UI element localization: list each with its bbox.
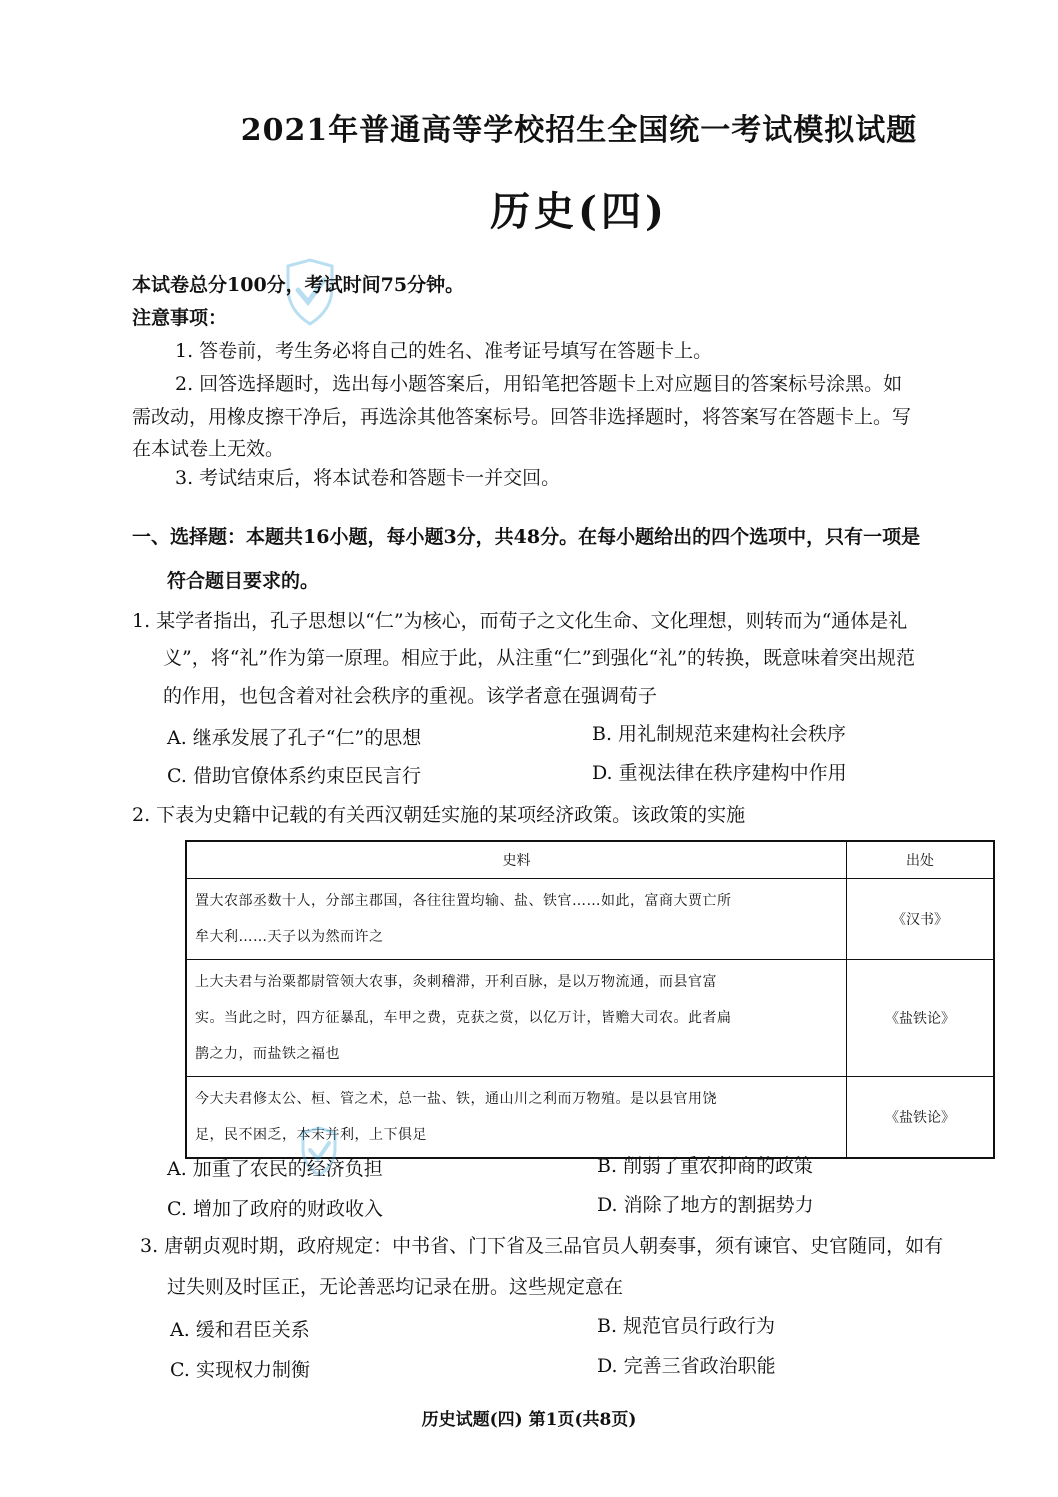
note-1: 1. 答卷前，考生务必将自己的姓名、准考证号填写在答题卡上。 [175, 340, 713, 362]
note-3: 3. 考试结束后，将本试卷和答题卡一并交回。 [175, 467, 561, 489]
q1-stem-line-1: 1. 某学者指出，孔子思想以“仁”为核心，而荀子之文化生命、文化理想，则转而为“通体是礼 [132, 610, 908, 632]
q2-source-table [185, 840, 995, 1159]
table-header-row [186, 841, 994, 879]
q1-option-b: B. 用礼制规范来建构社会秩序 [592, 723, 847, 745]
page-footer: 历史试题(四) 第1页(共8页) [421, 1410, 637, 1430]
q2-option-c: C. 增加了政府的财政收入 [167, 1198, 383, 1220]
q1-stem-line-2: 义”，将“礼”作为第一原理。相应于此，从注重“仁”到强化“礼”的转换，既意味着突出规范 [163, 647, 915, 669]
q1-option-d: D. 重视法律在秩序建构中作用 [592, 762, 847, 784]
cell-line: 足，民不困乏，本末并利，上下俱足 [195, 1127, 427, 1143]
q3-option-a: A. 缓和君臣关系 [170, 1319, 310, 1341]
table-cell-text [186, 1077, 847, 1159]
table-cell-source: 《盐铁论》 [847, 1077, 995, 1159]
section-heading-line-1: 一、选择题：本题共16小题，每小题3分，共48分。在每小题给出的四个选项中，只有一项是 [132, 526, 921, 548]
cell-line: 今大夫君修太公、桓、管之术，总一盐、铁，通山川之利而万物殖。是以县官用饶 [195, 1091, 717, 1107]
section-heading-line-2: 符合题目要求的。 [167, 570, 320, 592]
cell-line: 实。当此之时，四方征暴乱，车甲之费，克获之赏，以亿万计，皆赡大司农。此者扁 [195, 1010, 732, 1026]
exam-subtitle: 历史(四) [490, 188, 668, 235]
table-cell-source: 《汉书》 [847, 879, 995, 960]
q1-option-a: A. 继承发展了孔子“仁”的思想 [167, 727, 422, 749]
table-header-source: 出处 [847, 841, 995, 879]
score-line: 本试卷总分100分，考试时间75分钟。 [132, 274, 465, 296]
table-cell-text [186, 960, 847, 1077]
q2-option-a: A. 加重了农民的经济负担 [167, 1158, 383, 1180]
note-2-line-1: 2. 回答选择题时，选出每小题答案后，用铅笔把答题卡上对应题目的答案标号涂黑。如 [175, 373, 903, 395]
q3-stem-line-2: 过失则及时匡正，无论善恶均记录在册。这些规定意在 [167, 1276, 624, 1298]
q1-stem-line-3: 的作用，也包含着对社会秩序的重视。该学者意在强调荀子 [163, 685, 658, 707]
table-cell-text [186, 879, 847, 960]
q1-option-c: C. 借助官僚体系约束臣民言行 [167, 765, 421, 787]
q3-option-b: B. 规范官员行政行为 [597, 1315, 776, 1337]
q3-option-d: D. 完善三省政治职能 [597, 1355, 776, 1377]
q3-option-c: C. 实现权力制衡 [170, 1359, 310, 1381]
q2-option-d: D. 消除了地方的割据势力 [597, 1194, 814, 1216]
cell-line: 鹊之力，而盐铁之福也 [195, 1046, 340, 1062]
table-header-text: 史料 [186, 841, 847, 879]
table-row [186, 879, 994, 960]
cell-line: 置大农部丞数十人，分部主郡国，各往往置均输、盐、铁官……如此，富商大贾亡所 [195, 893, 732, 909]
q3-stem-line-1: 3. 唐朝贞观时期，政府规定：中书省、门下省及三品官员人朝奏事，须有谏官、史官随同，如有 [140, 1235, 944, 1257]
table-cell-source: 《盐铁论》 [847, 960, 995, 1077]
cell-line: 上大夫君与治粟都尉管领大农事，灸刺稽滞，开利百脉，是以万物流通，而县官富 [195, 974, 717, 990]
q2-option-b: B. 削弱了重农抑商的政策 [597, 1155, 814, 1177]
note-2-line-2: 需改动，用橡皮擦干净后，再选涂其他答案标号。回答非选择题时，将答案写在答题卡上。写 [132, 406, 912, 428]
exam-title: 2021年普通高等学校招生全国统一考试模拟试题 [240, 113, 918, 148]
notes-heading: 注意事项： [132, 307, 228, 329]
q2-stem: 2. 下表为史籍中记载的有关西汉朝廷实施的某项经济政策。该政策的实施 [132, 804, 746, 826]
table-row [186, 960, 994, 1077]
cell-line: 牟大利……天子以为然而许之 [195, 929, 384, 945]
note-2-line-3: 在本试卷上无效。 [132, 438, 285, 460]
